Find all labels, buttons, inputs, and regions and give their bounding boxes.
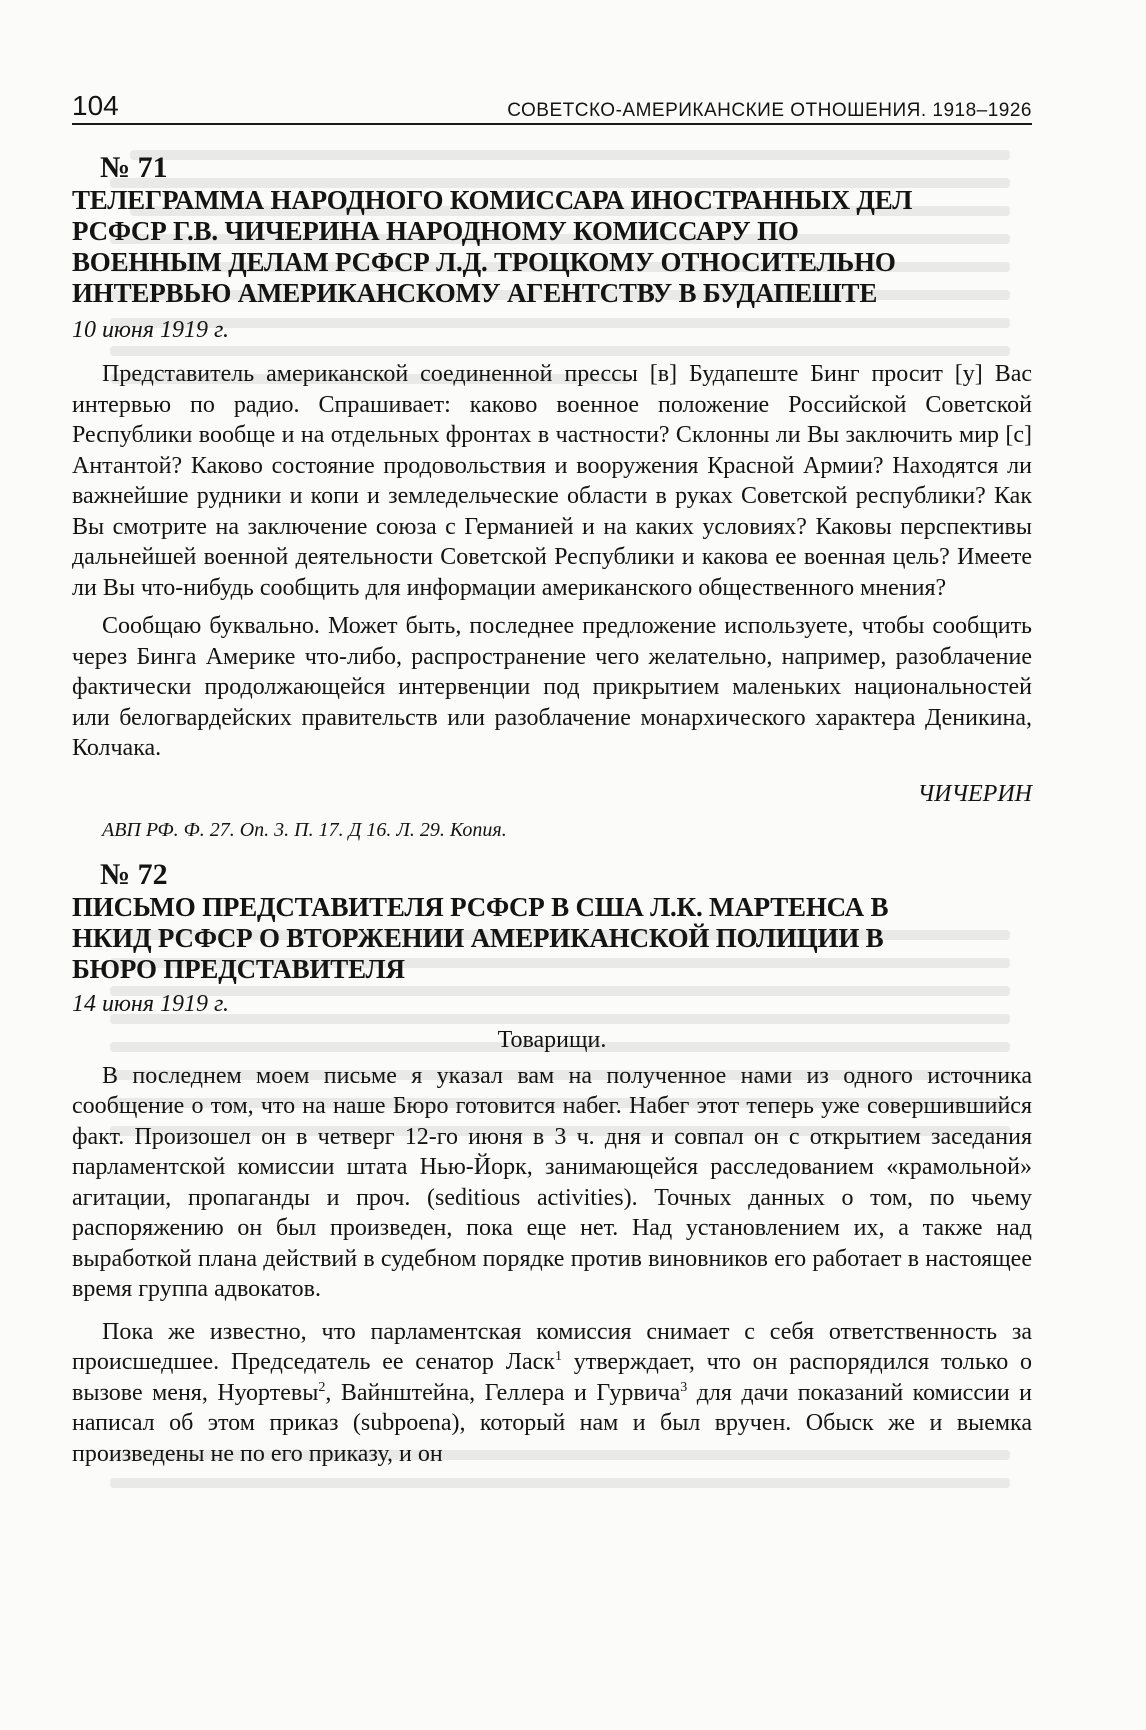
body-paragraph [72, 1317, 1032, 1470]
document-title: ПИСЬМО ПРЕДСТАВИТЕЛЯ РСФСР В США Л.К. МАРТЕНСА В НКИД РСФСР О ВТОРЖЕНИИ АМЕРИКАНСКОЙ ПОЛИЦИИ В БЮРО ПРЕДСТАВИТЕЛЯ [72, 891, 889, 984]
salutation: Товарищи. [497, 1026, 607, 1053]
footnote-marker: 1 [554, 1349, 562, 1364]
footnote-marker: 3 [680, 1379, 688, 1395]
document-71 [72, 151, 1032, 844]
archive-reference: АВП РФ. Ф. 27. Оп. 3. П. 17. Д 16. Л. 29. Копия. [102, 818, 507, 841]
document-title: ТЕЛЕГРАММА НАРОДНОГО КОМИССАРА ИНОСТРАННЫХ ДЕЛ РСФСР Г.В. ЧИЧЕРИНА НАРОДНОМУ КОМИССАРУ ПО ВОЕННЫМ ДЕЛАМ РСФСР Л.Д. ТРОЦКОМУ ОТНОСИТЕЛЬНО ИНТЕРВЬЮ АМЕРИКАНСКОМУ АГЕНТСТВУ В БУДАПЕШТЕ [72, 185, 913, 308]
book-page [72, 80, 1032, 1469]
body-paragraph: Представитель американской соединенной прессы [в] Будапеште Бинг просит [у] Вас интервью по радио. Спрашивает: каково военное положение Российской Советской Республики вообще и на отдельных фронтах в частности? Склонны ли Вы заключить мир [с] Антантой? Каково состояние продовольствия и вооружения Красной Армии? Находятся ли важнейшие рудники и копи и земледельческие области в руках Советской республики? Как Вы смотрите на заключение союза с Германией и на каких условиях? Каковы перспективы дальнейшей военной деятельности Советской Республики и какова ее военная цель? Имеете ли Вы что-нибудь сообщить для информации американского общественного мнения? [72, 361, 1032, 601]
text-run: Пока же известно, что парламентская комиссия снимает с себя ответственность за происшедшее. Председатель ее сенатор Ласк [72, 1318, 1032, 1375]
document-72 [72, 858, 1032, 1470]
signature: ЧИЧЕРИН [917, 780, 1032, 807]
running-title: СОВЕТСКО-АМЕРИКАНСКИЕ ОТНОШЕНИЯ. 1918–1926 [507, 100, 1032, 121]
document-date: 14 июня 1919 г. [72, 990, 230, 1017]
body-paragraph: Сообщаю буквально. Может быть, последнее предложение используете, чтобы сообщить через Бинга Америке что-либо, распространение чего желательно, например, разоблачение фактически продолжающейся интервенции под прикрытием маленьких национальностей или белогвардейских правительств или разоблачение монархического характера Деникина, Колчака. [72, 613, 1032, 761]
running-header [72, 80, 1032, 125]
body-paragraph: В последнем моем письме я указал вам на полученное нами из одного источника сообщение о том, что на наше Бюро готовится набег. Набег этот теперь уже совершившийся факт. Произошел он в четверг 12-го июня в 3 ч. дня и совпал он с открытием заседания парламентской комиссии штата Нью-Йорк, занимающейся расследованием «крамольной» агитации, пропаганды и проч. (seditious activities). Точных данных о том, по чьему распоряжению он был произведен, пока еще нет. Над установлением их, а также над выработкой плана действий в судебном порядке против виновников его работает в настоящее время группа адвокатов. [72, 1062, 1032, 1302]
footnote-marker: 2 [318, 1379, 326, 1395]
text-run: , Вайнштейна, Геллера и Гурвича [325, 1379, 681, 1406]
text-run: утверждает, что он распорядился только о вызове меня, Нуортевы [72, 1349, 1032, 1406]
page-number: 104 [72, 90, 119, 121]
document-number: № 72 [100, 857, 168, 891]
document-date: 10 июня 1919 г. [72, 317, 230, 343]
document-number: № 71 [100, 151, 168, 184]
text-run: для дачи показаний комиссии и написал об этом приказ (subpoena), который нам и был вручен. Обыск же и выемка произведены не по его приказу, и он [72, 1379, 1032, 1467]
